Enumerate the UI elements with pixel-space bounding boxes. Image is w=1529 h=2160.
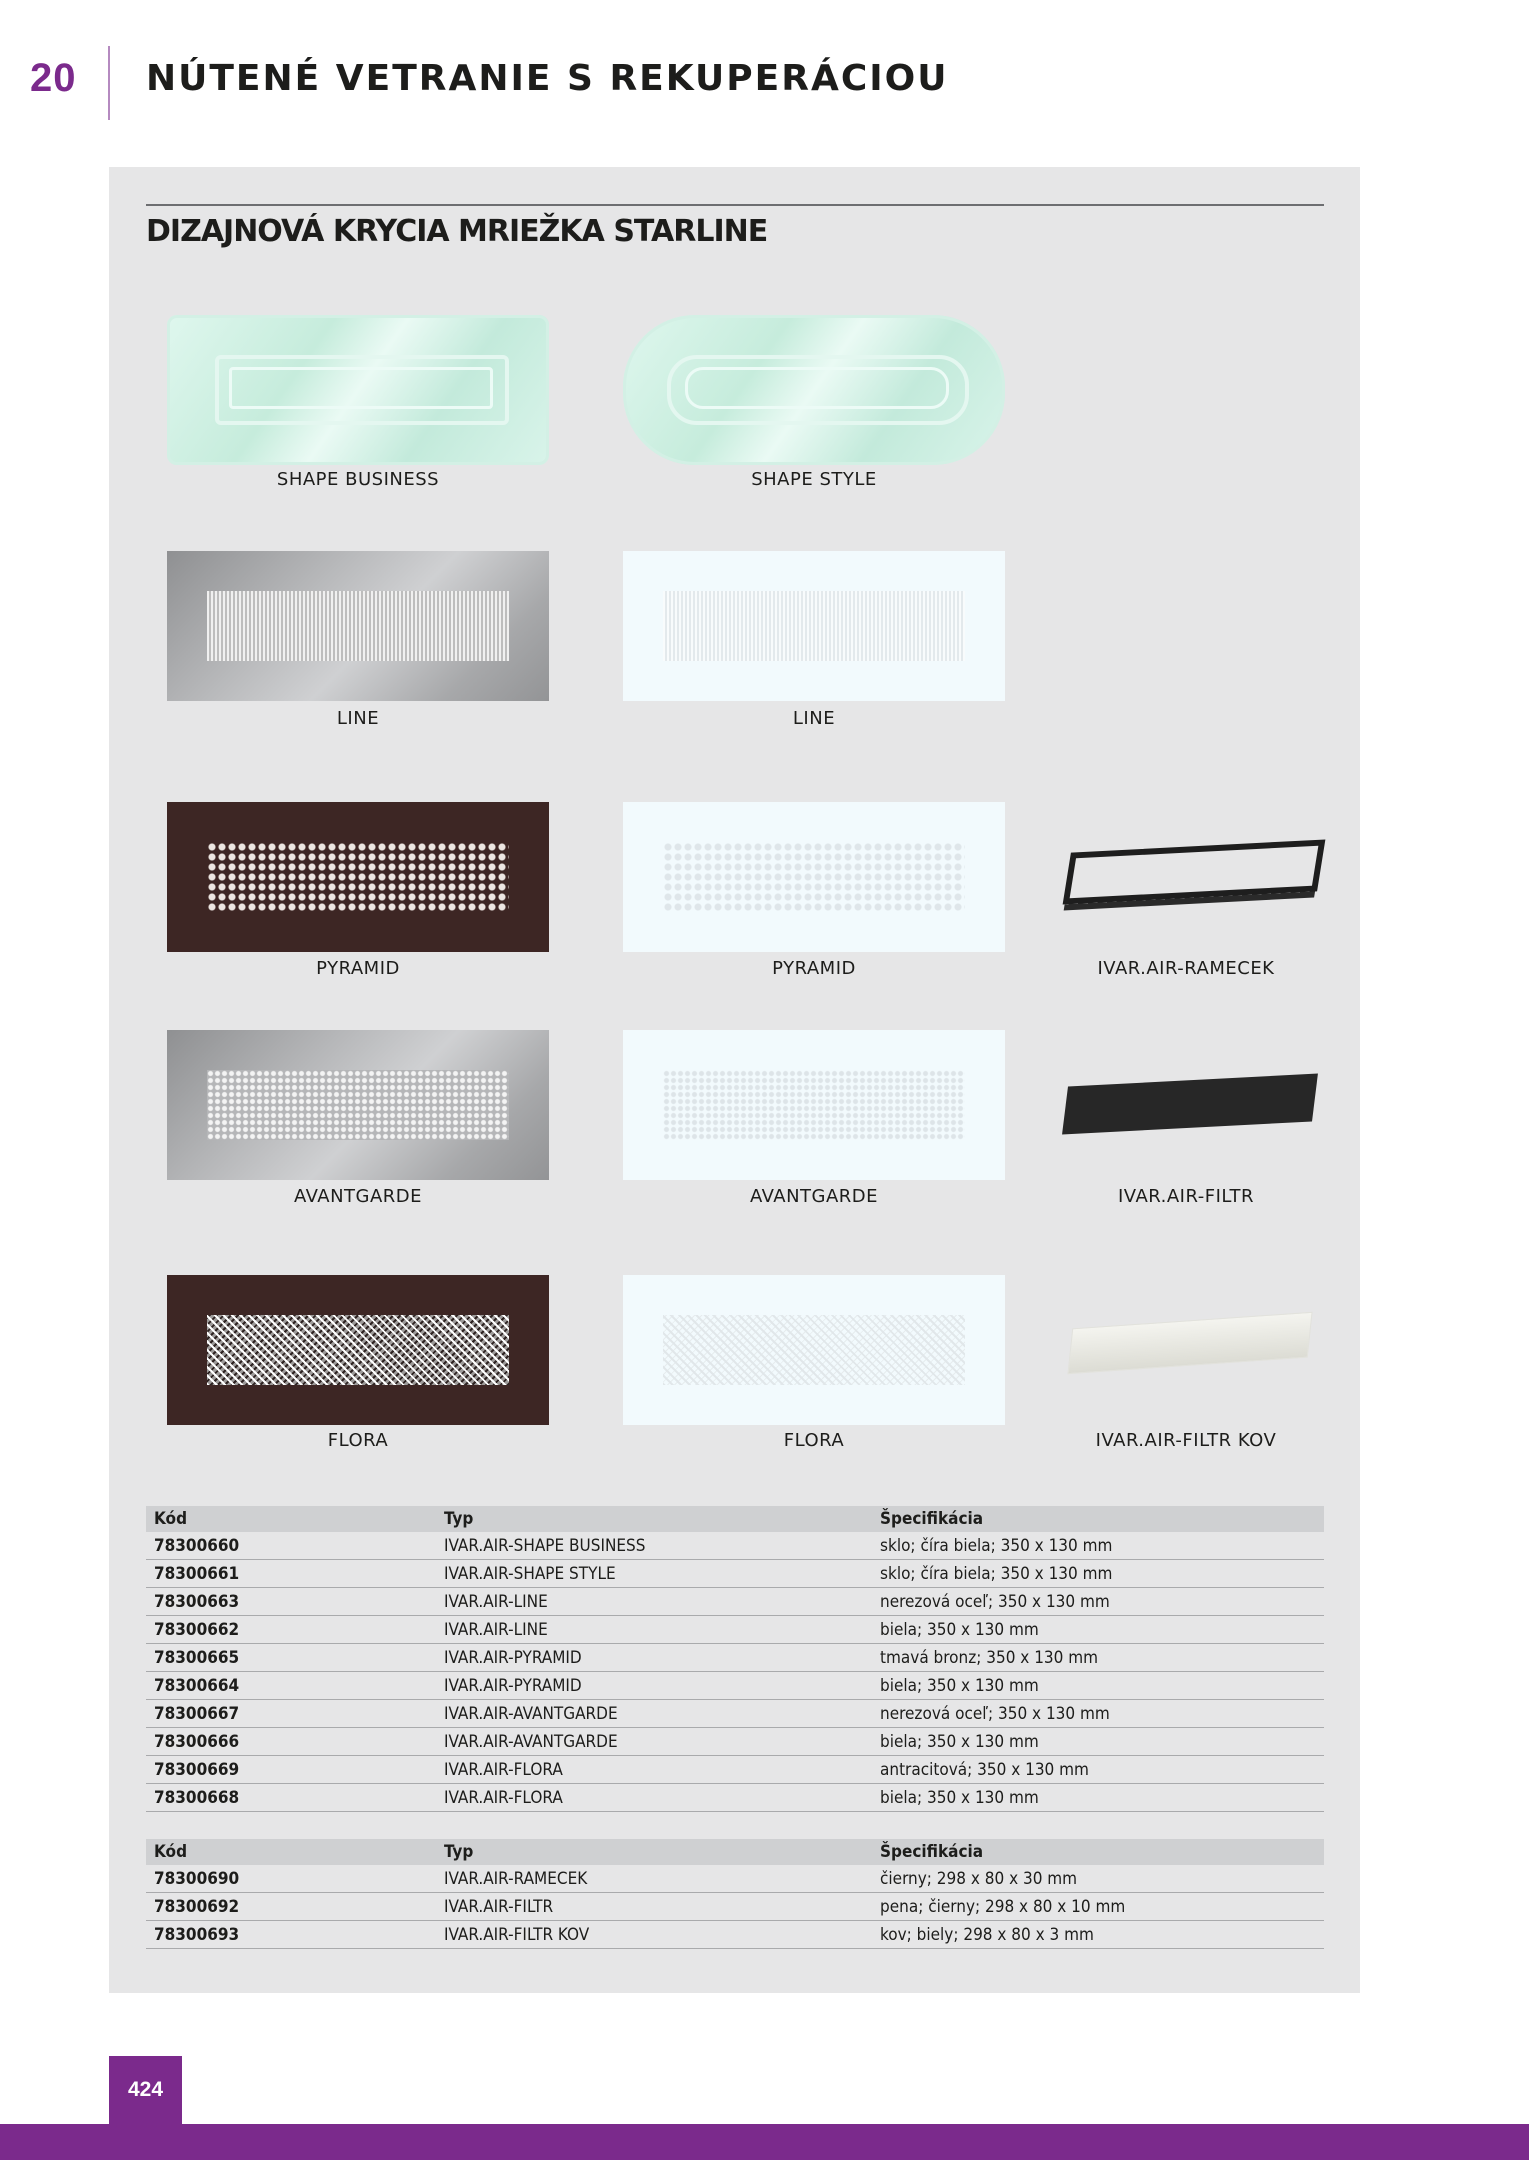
product-image-avantgarde-steel bbox=[167, 1030, 549, 1180]
cell-type: IVAR.AIR-PYRAMID bbox=[436, 1644, 872, 1672]
table-row bbox=[146, 1560, 1324, 1588]
grille-pattern bbox=[207, 842, 509, 912]
grille-pattern bbox=[207, 1315, 509, 1385]
cell-code: 78300663 bbox=[146, 1588, 436, 1616]
product-caption: SHAPE STYLE bbox=[751, 469, 877, 490]
cell-code: 78300666 bbox=[146, 1728, 436, 1756]
product-caption: AVANTGARDE bbox=[749, 1186, 879, 1207]
product-image-shape-style bbox=[623, 315, 1005, 465]
product-image-pyramid-white bbox=[623, 802, 1005, 952]
section-title: DIZAJNOVÁ KRYCIA MRIEŽKA STARLINE bbox=[146, 214, 768, 249]
product-table-grilles bbox=[146, 1506, 1324, 1812]
grille-pattern bbox=[663, 842, 965, 912]
cell-code: 78300693 bbox=[146, 1921, 436, 1949]
product-image-pyramid-bronze bbox=[167, 802, 549, 952]
table-row bbox=[146, 1616, 1324, 1644]
column-header-code: Kód bbox=[146, 1506, 436, 1532]
cell-type: IVAR.AIR-RAMECEK bbox=[436, 1865, 872, 1893]
grille-pattern bbox=[207, 1070, 509, 1140]
table-row bbox=[146, 1921, 1324, 1949]
cell-code: 78300662 bbox=[146, 1616, 436, 1644]
table-row bbox=[146, 1644, 1324, 1672]
table-row bbox=[146, 1672, 1324, 1700]
cell-type: IVAR.AIR-AVANTGARDE bbox=[436, 1728, 872, 1756]
slot-inner-outline bbox=[685, 367, 949, 409]
cell-type: IVAR.AIR-SHAPE STYLE bbox=[436, 1560, 872, 1588]
product-caption: PYRAMID bbox=[316, 958, 400, 979]
grille-pattern bbox=[663, 591, 965, 661]
cell-spec: tmavá bronz; 350 x 130 mm bbox=[872, 1644, 1324, 1672]
page-number: 424 bbox=[109, 2056, 182, 2124]
cell-spec: biela; 350 x 130 mm bbox=[872, 1728, 1324, 1756]
cell-spec: antracitová; 350 x 130 mm bbox=[872, 1756, 1324, 1784]
cell-type: IVAR.AIR-LINE bbox=[436, 1588, 872, 1616]
product-caption: LINE bbox=[336, 708, 380, 729]
cell-type: IVAR.AIR-FLORA bbox=[436, 1784, 872, 1812]
table-row bbox=[146, 1700, 1324, 1728]
cell-spec: biela; 350 x 130 mm bbox=[872, 1784, 1324, 1812]
table-row bbox=[146, 1756, 1324, 1784]
product-image-line-white bbox=[623, 551, 1005, 701]
chapter-number: 20 bbox=[30, 56, 77, 100]
table-header-row bbox=[146, 1506, 1324, 1532]
table-row bbox=[146, 1865, 1324, 1893]
cell-code: 78300692 bbox=[146, 1893, 436, 1921]
table-header-row bbox=[146, 1839, 1324, 1865]
cell-type: IVAR.AIR-FILTR bbox=[436, 1893, 872, 1921]
product-image-line-steel bbox=[167, 551, 549, 701]
column-header-type: Typ bbox=[436, 1839, 872, 1865]
cell-type: IVAR.AIR-SHAPE BUSINESS bbox=[436, 1532, 872, 1560]
product-caption: FLORA bbox=[327, 1430, 389, 1451]
section-rule bbox=[146, 204, 1324, 206]
product-caption: IVAR.AIR-FILTR bbox=[1118, 1186, 1254, 1207]
cell-spec: biela; 350 x 130 mm bbox=[872, 1616, 1324, 1644]
product-image-shape-business bbox=[167, 315, 549, 465]
product-image-flora-anthracite bbox=[167, 1275, 549, 1425]
table-row bbox=[146, 1588, 1324, 1616]
cell-code: 78300690 bbox=[146, 1865, 436, 1893]
cell-spec: nerezová oceľ; 350 x 130 mm bbox=[872, 1700, 1324, 1728]
cell-spec: sklo; číra biela; 350 x 130 mm bbox=[872, 1560, 1324, 1588]
cell-code: 78300660 bbox=[146, 1532, 436, 1560]
slot-inner-outline bbox=[229, 367, 493, 409]
cell-type: IVAR.AIR-FILTR KOV bbox=[436, 1921, 872, 1949]
grille-pattern bbox=[663, 1070, 965, 1140]
column-header-code: Kód bbox=[146, 1839, 436, 1865]
cell-spec: pena; čierny; 298 x 80 x 10 mm bbox=[872, 1893, 1324, 1921]
table-row bbox=[146, 1532, 1324, 1560]
product-table-accessories bbox=[146, 1839, 1324, 1949]
cell-spec: kov; biely; 298 x 80 x 3 mm bbox=[872, 1921, 1324, 1949]
cell-spec: sklo; číra biela; 350 x 130 mm bbox=[872, 1532, 1324, 1560]
cell-code: 78300669 bbox=[146, 1756, 436, 1784]
column-header-spec: Špecifikácia bbox=[872, 1506, 1324, 1532]
product-caption: LINE bbox=[792, 708, 836, 729]
cell-code: 78300665 bbox=[146, 1644, 436, 1672]
chapter-title: NÚTENÉ VETRANIE S REKUPERÁCIOU bbox=[146, 58, 949, 99]
cell-type: IVAR.AIR-PYRAMID bbox=[436, 1672, 872, 1700]
product-caption: IVAR.AIR-FILTR KOV bbox=[1095, 1430, 1277, 1451]
cell-code: 78300668 bbox=[146, 1784, 436, 1812]
product-caption: SHAPE BUSINESS bbox=[276, 469, 440, 490]
grille-pattern bbox=[207, 591, 509, 661]
table-row bbox=[146, 1728, 1324, 1756]
cell-code: 78300667 bbox=[146, 1700, 436, 1728]
column-header-type: Typ bbox=[436, 1506, 872, 1532]
product-caption: AVANTGARDE bbox=[293, 1186, 423, 1207]
product-caption: IVAR.AIR-RAMECEK bbox=[1097, 958, 1275, 979]
footer-bar bbox=[0, 2124, 1529, 2160]
table-row bbox=[146, 1784, 1324, 1812]
product-caption: PYRAMID bbox=[772, 958, 856, 979]
grille-pattern bbox=[663, 1315, 965, 1385]
cell-type: IVAR.AIR-LINE bbox=[436, 1616, 872, 1644]
product-caption: FLORA bbox=[783, 1430, 845, 1451]
cell-code: 78300664 bbox=[146, 1672, 436, 1700]
table-row bbox=[146, 1893, 1324, 1921]
cell-type: IVAR.AIR-AVANTGARDE bbox=[436, 1700, 872, 1728]
cell-type: IVAR.AIR-FLORA bbox=[436, 1756, 872, 1784]
product-image-avantgarde-white bbox=[623, 1030, 1005, 1180]
column-header-spec: Špecifikácia bbox=[872, 1839, 1324, 1865]
cell-spec: nerezová oceľ; 350 x 130 mm bbox=[872, 1588, 1324, 1616]
product-image-flora-white bbox=[623, 1275, 1005, 1425]
chapter-divider bbox=[108, 46, 110, 120]
cell-spec: biela; 350 x 130 mm bbox=[872, 1672, 1324, 1700]
cell-spec: čierny; 298 x 80 x 30 mm bbox=[872, 1865, 1324, 1893]
cell-code: 78300661 bbox=[146, 1560, 436, 1588]
